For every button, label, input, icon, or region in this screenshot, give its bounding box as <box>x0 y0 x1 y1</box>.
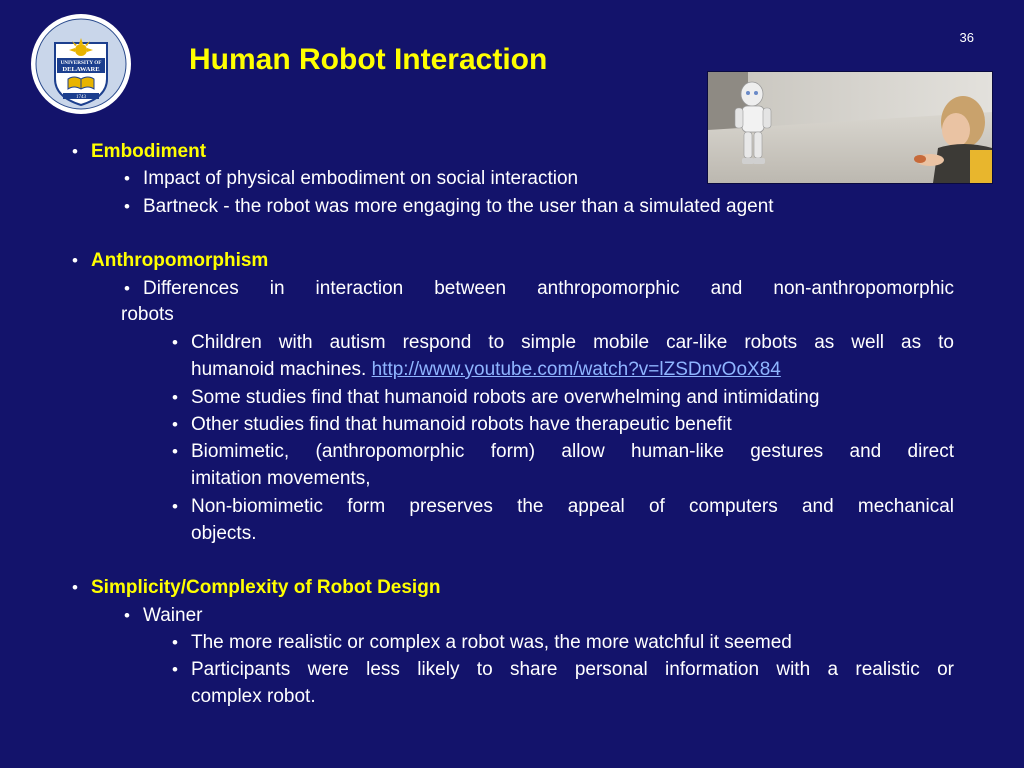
bullet-marker: • <box>172 442 178 461</box>
heading-embodiment: Embodiment <box>91 141 207 162</box>
list-item: The more realistic or complex a robot was, the more watchful it seemed <box>191 632 792 653</box>
list-item: Impact of physical embodiment on social interaction <box>143 168 579 189</box>
bullet-marker: • <box>72 251 78 270</box>
list-item: Participants were less likely to share personal information with a realistic or <box>191 659 954 680</box>
list-item: Wainer <box>143 605 203 626</box>
list-item-continued <box>191 357 781 383</box>
list-item-text: humanoid machines. <box>191 359 367 380</box>
bullet-marker: • <box>172 633 178 652</box>
bullet-marker: • <box>172 388 178 407</box>
bullet-marker: • <box>172 333 178 352</box>
bullet-marker: • <box>124 279 130 298</box>
list-item: Non-biomimetic form preserves the appeal of computers and mechanical <box>191 496 954 517</box>
slide-number: 36 <box>959 30 974 45</box>
list-item: Bartneck - the robot was more engaging to the user than a simulated agent <box>143 196 774 217</box>
list-item-continued: objects. <box>191 523 257 544</box>
list-item: Other studies find that humanoid robots have therapeutic benefit <box>191 414 732 435</box>
bullet-marker: • <box>124 169 130 188</box>
list-item-continued: complex robot. <box>191 686 316 707</box>
robot-child-photo <box>708 72 992 183</box>
list-item-continued: imitation movements, <box>191 468 371 489</box>
svg-text:1743: 1743 <box>76 95 86 100</box>
bullet-marker: • <box>124 197 130 216</box>
bullet-marker: • <box>124 606 130 625</box>
bullet-marker: • <box>172 660 178 679</box>
list-item: Some studies find that humanoid robots are overwhelming and intimidating <box>191 387 820 408</box>
bullet-marker: • <box>72 142 78 161</box>
heading-simplicity: Simplicity/Complexity of Robot Design <box>91 577 441 598</box>
slide-title: Human Robot Interaction <box>189 43 548 76</box>
youtube-link[interactable]: http://www.youtube.com/watch?v=lZSDnvOoX84 <box>371 359 781 380</box>
svg-text:DELAWARE: DELAWARE <box>62 66 100 73</box>
bullet-marker: • <box>172 497 178 516</box>
bullet-marker: • <box>172 415 178 434</box>
list-item: Biomimetic, (anthropomorphic form) allow human-like gestures and direct <box>191 441 954 462</box>
bullet-marker: • <box>72 578 78 597</box>
university-logo <box>30 13 132 115</box>
list-item: Children with autism respond to simple mobile car-like robots as well as to <box>191 332 954 353</box>
heading-anthropomorphism: Anthropomorphism <box>91 250 269 271</box>
list-item: Differences in interaction between anthropomorphic and non-anthropomorphic <box>143 278 954 299</box>
list-item-continued: robots <box>121 304 174 325</box>
svg-text:UNIVERSITY OF: UNIVERSITY OF <box>60 60 102 66</box>
